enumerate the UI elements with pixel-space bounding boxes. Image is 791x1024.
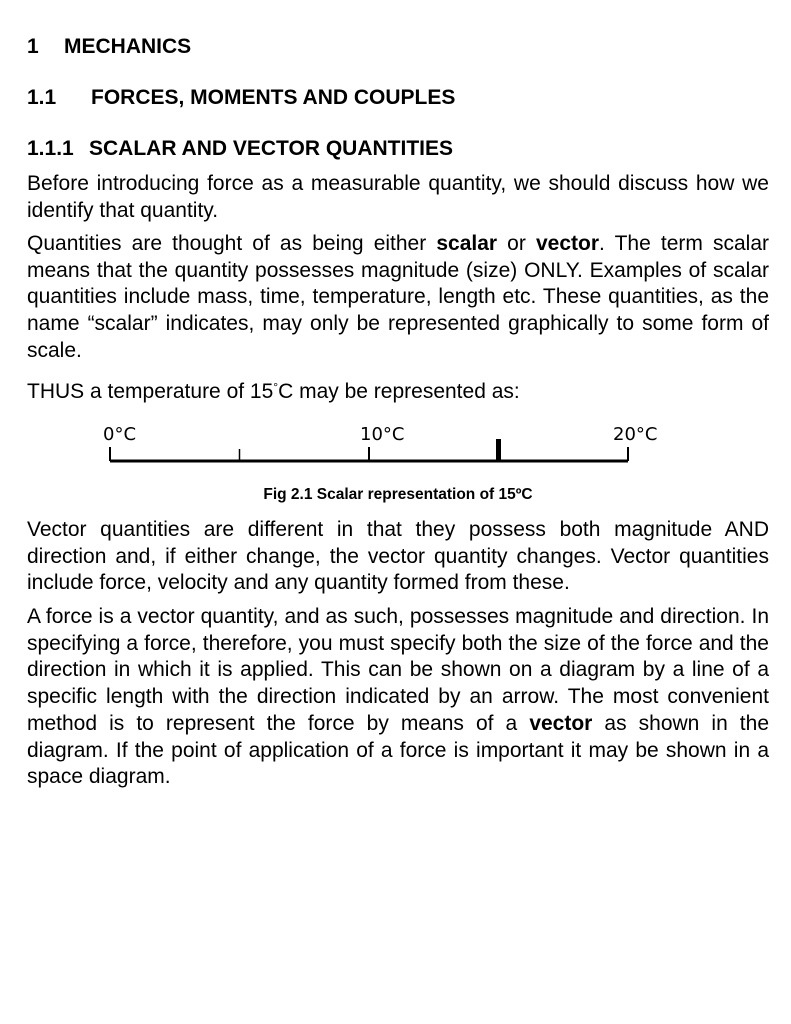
vector-term-2: vector [529,711,593,735]
section-title: FORCES, MOMENTS AND COUPLES [91,86,456,109]
scale-label-0c: 0°C [103,424,137,445]
subsection-title: SCALAR AND VECTOR QUANTITIES [89,137,454,160]
subsection-number: 1.1.1 [27,137,74,160]
scale-marker-15c [496,439,501,461]
temperature-scale-figure [27,415,769,475]
vector-term: vector [535,232,600,255]
intro-paragraph: Before introducing force as a measurable quantity, we should discuss how we identify that quantity. [27,172,769,222]
chapter-number: 1 [27,35,39,58]
section-number: 1.1 [27,86,57,109]
vector-paragraph: Vector quantities are different in that they possess both magnitude AND direction and, if either change, the vector quantity changes. Vector quantities include force, velocity and any quantity formed from these. [27,518,769,595]
temperature-text-2: C may be represented as: [278,380,520,403]
scalar-paragraph-text-2: or [497,232,536,255]
figure-caption: Fig 2.1 Scalar representation of 15ºC [263,486,533,503]
section-heading [27,86,455,110]
subsection-heading [27,137,453,161]
temperature-text-1: THUS a temperature of 15 [27,380,274,403]
force-paragraph-text-2: as shown in the diagram. If the point of application of a force is important it may be shown in a space diagram. [27,711,769,789]
temperature-paragraph [27,374,769,406]
scalar-paragraph [27,231,769,365]
chapter-heading [27,35,191,59]
scale-label-10c: 10°C [360,424,405,445]
force-paragraph [27,604,769,791]
scalar-paragraph-text-1: Quantities are thought of as being either [27,232,437,255]
scalar-term: scalar [436,232,498,255]
scale-label-20c: 20°C [613,424,658,445]
chapter-title: MECHANICS [64,35,192,58]
scalar-paragraph-text-3: . The term scalar means that the quantity possesses magnitude (size) ONLY. Examples of scalar quantities include mass, time, temperature, length etc. These quantities, as the name “scalar” indicates, may only be represented graphically to some form of scale. [27,232,770,362]
force-paragraph-text-1: A force is a vector quantity, and as such, possesses magnitude and direction. In specifying a force, therefore, you must specify both the size of the force and the direction in which it is applied. This can be shown on a diagram by a line of a specific length with the direction indicated by an arrow. The most convenient method is to represent the force by means of a [27,605,769,735]
degree-symbol: ° [273,380,279,394]
